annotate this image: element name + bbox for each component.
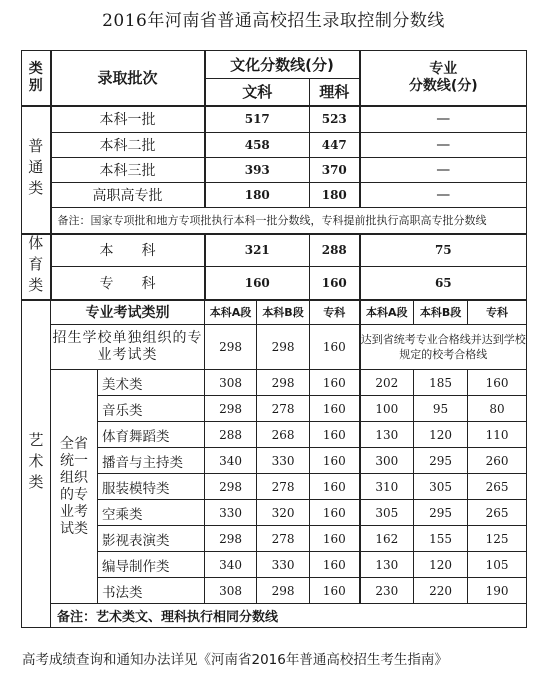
art-score: 330 [257,448,310,474]
general-like-3: 370 [310,158,360,183]
art-score: 105 [468,552,527,578]
art-score: 278 [257,474,310,500]
sports-category-label: 体育类 [26,235,45,298]
general-note-row [22,208,527,234]
art-score: 100 [360,396,414,422]
art-score: 298 [205,474,257,500]
art-score: 160 [310,396,360,422]
sports-category [22,234,51,300]
art-row-name: 服装模特类 [98,474,205,500]
art-row-name: 影视表演类 [98,526,205,552]
art-row [22,370,527,396]
sports-culture-2: 160 [205,267,310,300]
general-major-4: — [360,183,527,208]
general-like-2: 447 [310,133,360,158]
general-like-1: 523 [310,106,360,133]
art-row-name: 体育舞蹈类 [98,422,205,448]
general-category-label: 普通类 [26,138,45,201]
art-row-name: 美术类 [98,370,205,396]
art-score: 80 [468,396,527,422]
art-score: 160 [310,526,360,552]
general-row [22,133,527,158]
art-row-name: 播音与主持类 [98,448,205,474]
batch-header: 录取批次 [51,51,205,106]
art-score: 265 [468,474,527,500]
art-score: 120 [414,552,468,578]
art-score: 305 [414,474,468,500]
art-score: 298 [205,396,257,422]
art-score: 260 [468,448,527,474]
art-header-row [22,300,527,325]
general-row [22,106,527,133]
art-score: 130 [360,552,414,578]
art-score: 160 [310,578,360,604]
general-batch-1: 本科一批 [51,106,205,133]
art-score: 220 [414,578,468,604]
art-score: 160 [310,500,360,526]
art-row-name: 空乘类 [98,500,205,526]
art-score: 160 [310,448,360,474]
art-col-f: 专科 [468,300,527,325]
general-batch-3: 本科三批 [51,158,205,183]
general-major-3: — [360,158,527,183]
culture-score-header: 文化分数线(分) [205,51,360,79]
art-score: 185 [414,370,468,396]
general-batch-2: 本科二批 [51,133,205,158]
art-unified-label: 全省统一组织的专业考试类 [51,370,98,604]
art-row [22,474,527,500]
art-category-label: 艺术类 [26,432,45,496]
art-score: 295 [414,448,468,474]
general-batch-4: 高职高专批 [51,183,205,208]
general-wenke-3: 393 [205,158,310,183]
category-header: 类 别 [22,51,51,106]
art-score: 190 [468,578,527,604]
general-like-4: 180 [310,183,360,208]
art-score: 265 [468,500,527,526]
sports-major-1: 75 [360,234,527,267]
art-row [22,526,527,552]
sports-batch-1: 本 科 [51,234,205,267]
art-score: 295 [414,500,468,526]
art-score: 130 [360,422,414,448]
sports-like-1: 288 [310,234,360,267]
art-row [22,578,527,604]
art-score: 308 [205,578,257,604]
art-row [22,448,527,474]
art-score: 110 [468,422,527,448]
art-category [22,300,51,628]
art-score: 120 [414,422,468,448]
art-col-b: 本科B段 [257,300,310,325]
art-score: 298 [257,578,310,604]
art-score: 230 [360,578,414,604]
art-row [22,500,527,526]
art-single-label: 招生学校单独组织的专业考试类 [51,325,205,370]
art-score: 95 [414,396,468,422]
art-score: 160 [468,370,527,396]
art-score: 310 [360,474,414,500]
wenke-header: 文科 [205,79,310,106]
art-single-row [22,325,527,370]
art-score: 340 [205,448,257,474]
art-score: 278 [257,526,310,552]
art-col-e: 本科B段 [414,300,468,325]
art-single-c: 160 [310,325,360,370]
major-score-header: 专业 分数线(分) [360,51,527,106]
general-row [22,158,527,183]
like-header: 理科 [310,79,360,106]
art-row [22,552,527,578]
header-row-1 [22,51,527,79]
sports-culture-1: 321 [205,234,310,267]
footer-note: 高考成绩查询和通知办法详见《河南省2016年普通高校招生考生指南》 [22,652,448,668]
general-wenke-4: 180 [205,183,310,208]
sports-row [22,234,527,267]
art-single-b: 298 [257,325,310,370]
art-score: 202 [360,370,414,396]
art-score: 125 [468,526,527,552]
art-score: 340 [205,552,257,578]
general-row [22,183,527,208]
art-score: 300 [360,448,414,474]
art-score: 298 [257,370,310,396]
art-col-d: 本科A段 [360,300,414,325]
art-score: 268 [257,422,310,448]
score-table [21,50,527,628]
art-score: 320 [257,500,310,526]
art-score: 160 [310,370,360,396]
art-score: 288 [205,422,257,448]
art-score: 160 [310,474,360,500]
art-single-note: 达到省统考专业合格线并达到学校规定的校考合格线 [360,325,527,370]
general-major-2: — [360,133,527,158]
art-row-name: 书法类 [98,578,205,604]
general-category [22,106,51,234]
art-single-a: 298 [205,325,257,370]
art-row [22,422,527,448]
art-category-header: 专业考试类别 [51,300,205,325]
sports-row [22,267,527,300]
general-wenke-2: 458 [205,133,310,158]
general-major-1: — [360,106,527,133]
art-note-row [22,604,527,628]
art-col-c: 专科 [310,300,360,325]
art-score: 160 [310,422,360,448]
art-score: 162 [360,526,414,552]
general-note: 备注：国家专项批和地方专项批执行本科一批分数线，专科提前批执行高职高专批分数线 [51,208,527,234]
art-score: 330 [205,500,257,526]
art-score: 308 [205,370,257,396]
art-score: 160 [310,552,360,578]
sports-major-2: 65 [360,267,527,300]
art-score: 155 [414,526,468,552]
art-note: 备注：艺术类文、理科执行相同分数线 [51,604,527,628]
art-score: 330 [257,552,310,578]
page-title: 2016年河南省普通高校招生录取控制分数线 [102,11,445,31]
art-row [22,396,527,422]
art-score: 298 [205,526,257,552]
general-wenke-1: 517 [205,106,310,133]
art-score: 305 [360,500,414,526]
art-row-name: 音乐类 [98,396,205,422]
art-score: 278 [257,396,310,422]
art-row-name: 编导制作类 [98,552,205,578]
sports-batch-2: 专 科 [51,267,205,300]
sports-like-2: 160 [310,267,360,300]
art-col-a: 本科A段 [205,300,257,325]
